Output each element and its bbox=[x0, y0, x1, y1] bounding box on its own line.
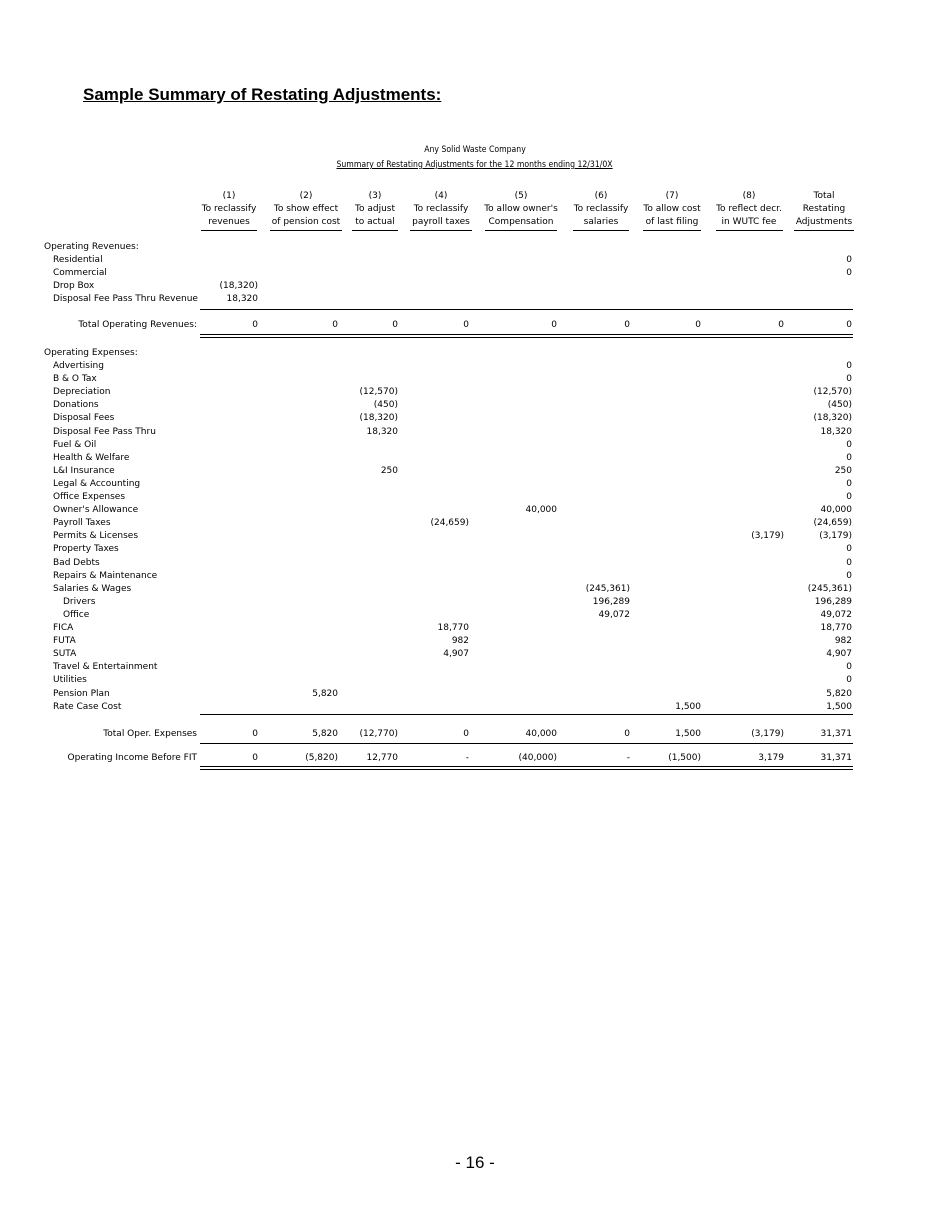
table-cell-value: 0 bbox=[252, 320, 258, 330]
company-name: Any Solid Waste Company bbox=[424, 145, 526, 155]
column-number: Total bbox=[813, 191, 835, 201]
total-rule bbox=[200, 743, 853, 744]
table-cell-value: 0 bbox=[252, 753, 258, 763]
column-desc-line2: payroll taxes bbox=[410, 216, 472, 231]
row-label: Office Expenses bbox=[53, 492, 126, 502]
column-number: (5) bbox=[514, 191, 528, 201]
table-cell-value: 0 bbox=[846, 320, 852, 330]
column-number: (1) bbox=[222, 191, 236, 201]
table-cell-value: 0 bbox=[551, 320, 557, 330]
report-subtitle bbox=[0, 160, 950, 170]
table-cell-value: 40,000 bbox=[525, 505, 557, 516]
table-cell-value: 0 bbox=[846, 570, 852, 581]
row-label: Bad Debts bbox=[53, 557, 100, 568]
table-cell-value: 49,072 bbox=[820, 609, 852, 620]
table-cell-value: 0 bbox=[846, 557, 852, 568]
table-cell-value: 49,072 bbox=[598, 609, 630, 620]
row-label: Salaries & Wages bbox=[53, 583, 132, 594]
table-cell-value: 4,907 bbox=[443, 649, 469, 660]
table-cell-value: 18,770 bbox=[437, 623, 469, 633]
total-rule bbox=[200, 309, 853, 310]
row-label: Disposal Fee Pass Thru Revenue bbox=[53, 294, 198, 305]
column-desc-line2: of last filing bbox=[643, 216, 701, 231]
row-label: Payroll Taxes bbox=[53, 518, 111, 529]
table-cell-value: 0 bbox=[332, 320, 338, 330]
row-label: Repairs & Maintenance bbox=[53, 570, 158, 581]
row-label: Disposal Fees bbox=[53, 413, 115, 424]
table-cell-value: 250 bbox=[834, 465, 852, 476]
table-cell-value: 0 bbox=[846, 374, 852, 385]
table-cell-value: 982 bbox=[834, 636, 852, 647]
table-cell-value: (245,361) bbox=[585, 583, 630, 594]
table-cell-value: 0 bbox=[846, 675, 852, 686]
section-heading-expenses: Operating Expenses: bbox=[44, 348, 138, 358]
row-label: Office bbox=[63, 609, 90, 620]
table-cell-value: 1,500 bbox=[826, 701, 852, 712]
table-cell-value: 0 bbox=[846, 255, 852, 265]
row-label: Property Taxes bbox=[53, 544, 119, 555]
row-label: L&I Insurance bbox=[53, 465, 115, 476]
table-cell-value: 31,371 bbox=[820, 729, 852, 739]
table-cell-value: 196,289 bbox=[814, 596, 852, 607]
table-cell-value: (3,179) bbox=[819, 531, 852, 542]
table-cell-value: (12,570) bbox=[359, 387, 398, 398]
table-cell-value: 18,320 bbox=[820, 426, 852, 437]
column-desc-line2: revenues bbox=[201, 216, 257, 231]
table-cell-value: 0 bbox=[463, 729, 469, 739]
table-cell-value: (245,361) bbox=[807, 583, 852, 594]
table-cell-value: 4,907 bbox=[826, 649, 852, 660]
row-label: Pension Plan bbox=[53, 688, 110, 699]
table-cell-value: 250 bbox=[380, 465, 398, 476]
table-cell-value: (1,500) bbox=[668, 753, 701, 763]
table-cell-value: 0 bbox=[846, 662, 852, 673]
table-cell-value: 0 bbox=[846, 478, 852, 489]
table-cell-value: 5,820 bbox=[826, 688, 852, 699]
table-cell-value: - bbox=[626, 753, 630, 763]
table-cell-value: 0 bbox=[624, 729, 630, 739]
column-header bbox=[769, 190, 879, 231]
row-label: FUTA bbox=[53, 636, 76, 647]
table-cell-value: (3,179) bbox=[751, 729, 784, 739]
column-desc-line1: To allow owner's bbox=[484, 204, 558, 214]
table-cell-value: 12,770 bbox=[366, 753, 398, 763]
column-desc-line2: to actual bbox=[352, 216, 398, 231]
column-desc-line2: salaries bbox=[573, 216, 629, 231]
table-cell-value: (40,000) bbox=[518, 753, 557, 763]
table-cell-value: 0 bbox=[846, 439, 852, 450]
table-cell-value: 982 bbox=[451, 636, 469, 647]
row-label: Utilities bbox=[53, 675, 87, 686]
report-subtitle-text: Summary of Restating Adjustments for the 12 months ending 12/31/0X bbox=[336, 160, 614, 170]
table-cell-value: 40,000 bbox=[820, 505, 852, 516]
table-cell-value: 0 bbox=[846, 492, 852, 502]
page-heading: Sample Summary of Restating Adjustments: bbox=[83, 85, 442, 104]
table-cell-value: 5,820 bbox=[312, 688, 338, 699]
row-label: SUTA bbox=[53, 649, 77, 660]
row-label: Residential bbox=[53, 255, 103, 265]
table-cell-value: 0 bbox=[846, 544, 852, 555]
column-desc-line2: Adjustments bbox=[794, 216, 854, 231]
column-desc-line1: To allow cost bbox=[643, 204, 701, 214]
total-rule bbox=[200, 714, 853, 715]
table-cell-value: 0 bbox=[624, 320, 630, 330]
table-cell-value: 5,820 bbox=[312, 729, 338, 739]
column-desc-line2: of pension cost bbox=[270, 216, 342, 231]
table-cell-value: 1,500 bbox=[675, 729, 701, 739]
row-label: Drop Box bbox=[53, 281, 95, 292]
column-desc-line1: Restating bbox=[802, 204, 846, 214]
row-label: Depreciation bbox=[53, 387, 111, 398]
table-cell-value: 18,770 bbox=[820, 623, 852, 633]
row-label: Travel & Entertainment bbox=[53, 662, 158, 673]
row-label: Advertising bbox=[53, 361, 104, 371]
table-cell-value: (12,570) bbox=[813, 387, 852, 398]
column-desc-line1: To reclassify bbox=[201, 204, 257, 214]
table-cell-value: 0 bbox=[463, 320, 469, 330]
total-row-label: Total Oper. Expenses bbox=[103, 729, 197, 739]
double-rule bbox=[200, 334, 853, 338]
table-cell-value: (18,320) bbox=[359, 413, 398, 424]
table-cell-value: 18,320 bbox=[366, 426, 398, 437]
operating-income-label: Operating Income Before FIT bbox=[67, 753, 197, 763]
table-cell-value: 0 bbox=[778, 320, 784, 330]
table-cell-value: 0 bbox=[846, 452, 852, 463]
table-cell-value: 18,320 bbox=[226, 294, 258, 305]
column-number: (4) bbox=[434, 191, 448, 201]
page-number: - 16 - bbox=[455, 1153, 495, 1172]
table-cell-value: (18,320) bbox=[813, 413, 852, 424]
table-cell-value: 40,000 bbox=[525, 729, 557, 739]
table-cell-value: (24,659) bbox=[813, 518, 852, 529]
table-cell-value: 0 bbox=[252, 729, 258, 739]
table-cell-value: 0 bbox=[695, 320, 701, 330]
table-cell-value: (450) bbox=[827, 400, 852, 411]
column-desc-line2: Compensation bbox=[485, 216, 557, 231]
row-label: Commercial bbox=[53, 268, 107, 279]
table-cell-value: (3,179) bbox=[751, 531, 784, 542]
double-rule bbox=[200, 766, 853, 770]
table-cell-value: (24,659) bbox=[430, 518, 469, 529]
row-label: Permits & Licenses bbox=[53, 531, 139, 542]
column-desc-line1: To reflect decr. bbox=[716, 204, 782, 214]
table-cell-value: 196,289 bbox=[592, 596, 630, 607]
column-desc-line2: in WUTC fee bbox=[716, 216, 783, 231]
table-cell-value: 0 bbox=[846, 361, 852, 371]
row-label: Fuel & Oil bbox=[53, 439, 97, 450]
column-number: (6) bbox=[594, 191, 608, 201]
column-number: (7) bbox=[665, 191, 679, 201]
total-row-label: Total Operating Revenues: bbox=[78, 320, 197, 330]
row-label: Legal & Accounting bbox=[53, 478, 141, 489]
row-label: B & O Tax bbox=[53, 374, 97, 385]
row-label: Donations bbox=[53, 400, 99, 411]
table-cell-value: - bbox=[465, 753, 469, 763]
column-desc-line1: To reclassify bbox=[413, 204, 469, 214]
section-heading-revenues: Operating Revenues: bbox=[44, 242, 139, 252]
table-cell-value: 31,371 bbox=[820, 753, 852, 763]
table-cell-value: (18,320) bbox=[219, 281, 258, 292]
column-desc-line1: To show effect bbox=[273, 204, 339, 214]
table-cell-value: (5,820) bbox=[305, 753, 338, 763]
table-cell-value: 1,500 bbox=[675, 701, 701, 712]
table-cell-value: 0 bbox=[846, 268, 852, 279]
row-label: Rate Case Cost bbox=[53, 701, 122, 712]
table-cell-value: (450) bbox=[373, 400, 398, 411]
table-cell-value: (12,770) bbox=[359, 729, 398, 739]
row-label: Disposal Fee Pass Thru bbox=[53, 426, 156, 437]
row-label: Drivers bbox=[63, 596, 96, 607]
column-desc-line1: To reclassify bbox=[573, 204, 629, 214]
row-label: Owner's Allowance bbox=[53, 505, 139, 516]
row-label: Health & Welfare bbox=[53, 452, 130, 463]
column-desc-line1: To adjust bbox=[355, 204, 395, 214]
column-number: (8) bbox=[742, 191, 756, 201]
table-cell-value: 0 bbox=[392, 320, 398, 330]
column-number: (2) bbox=[299, 191, 313, 201]
column-number: (3) bbox=[368, 191, 382, 201]
row-label: FICA bbox=[53, 623, 74, 633]
table-cell-value: 3,179 bbox=[758, 753, 784, 763]
